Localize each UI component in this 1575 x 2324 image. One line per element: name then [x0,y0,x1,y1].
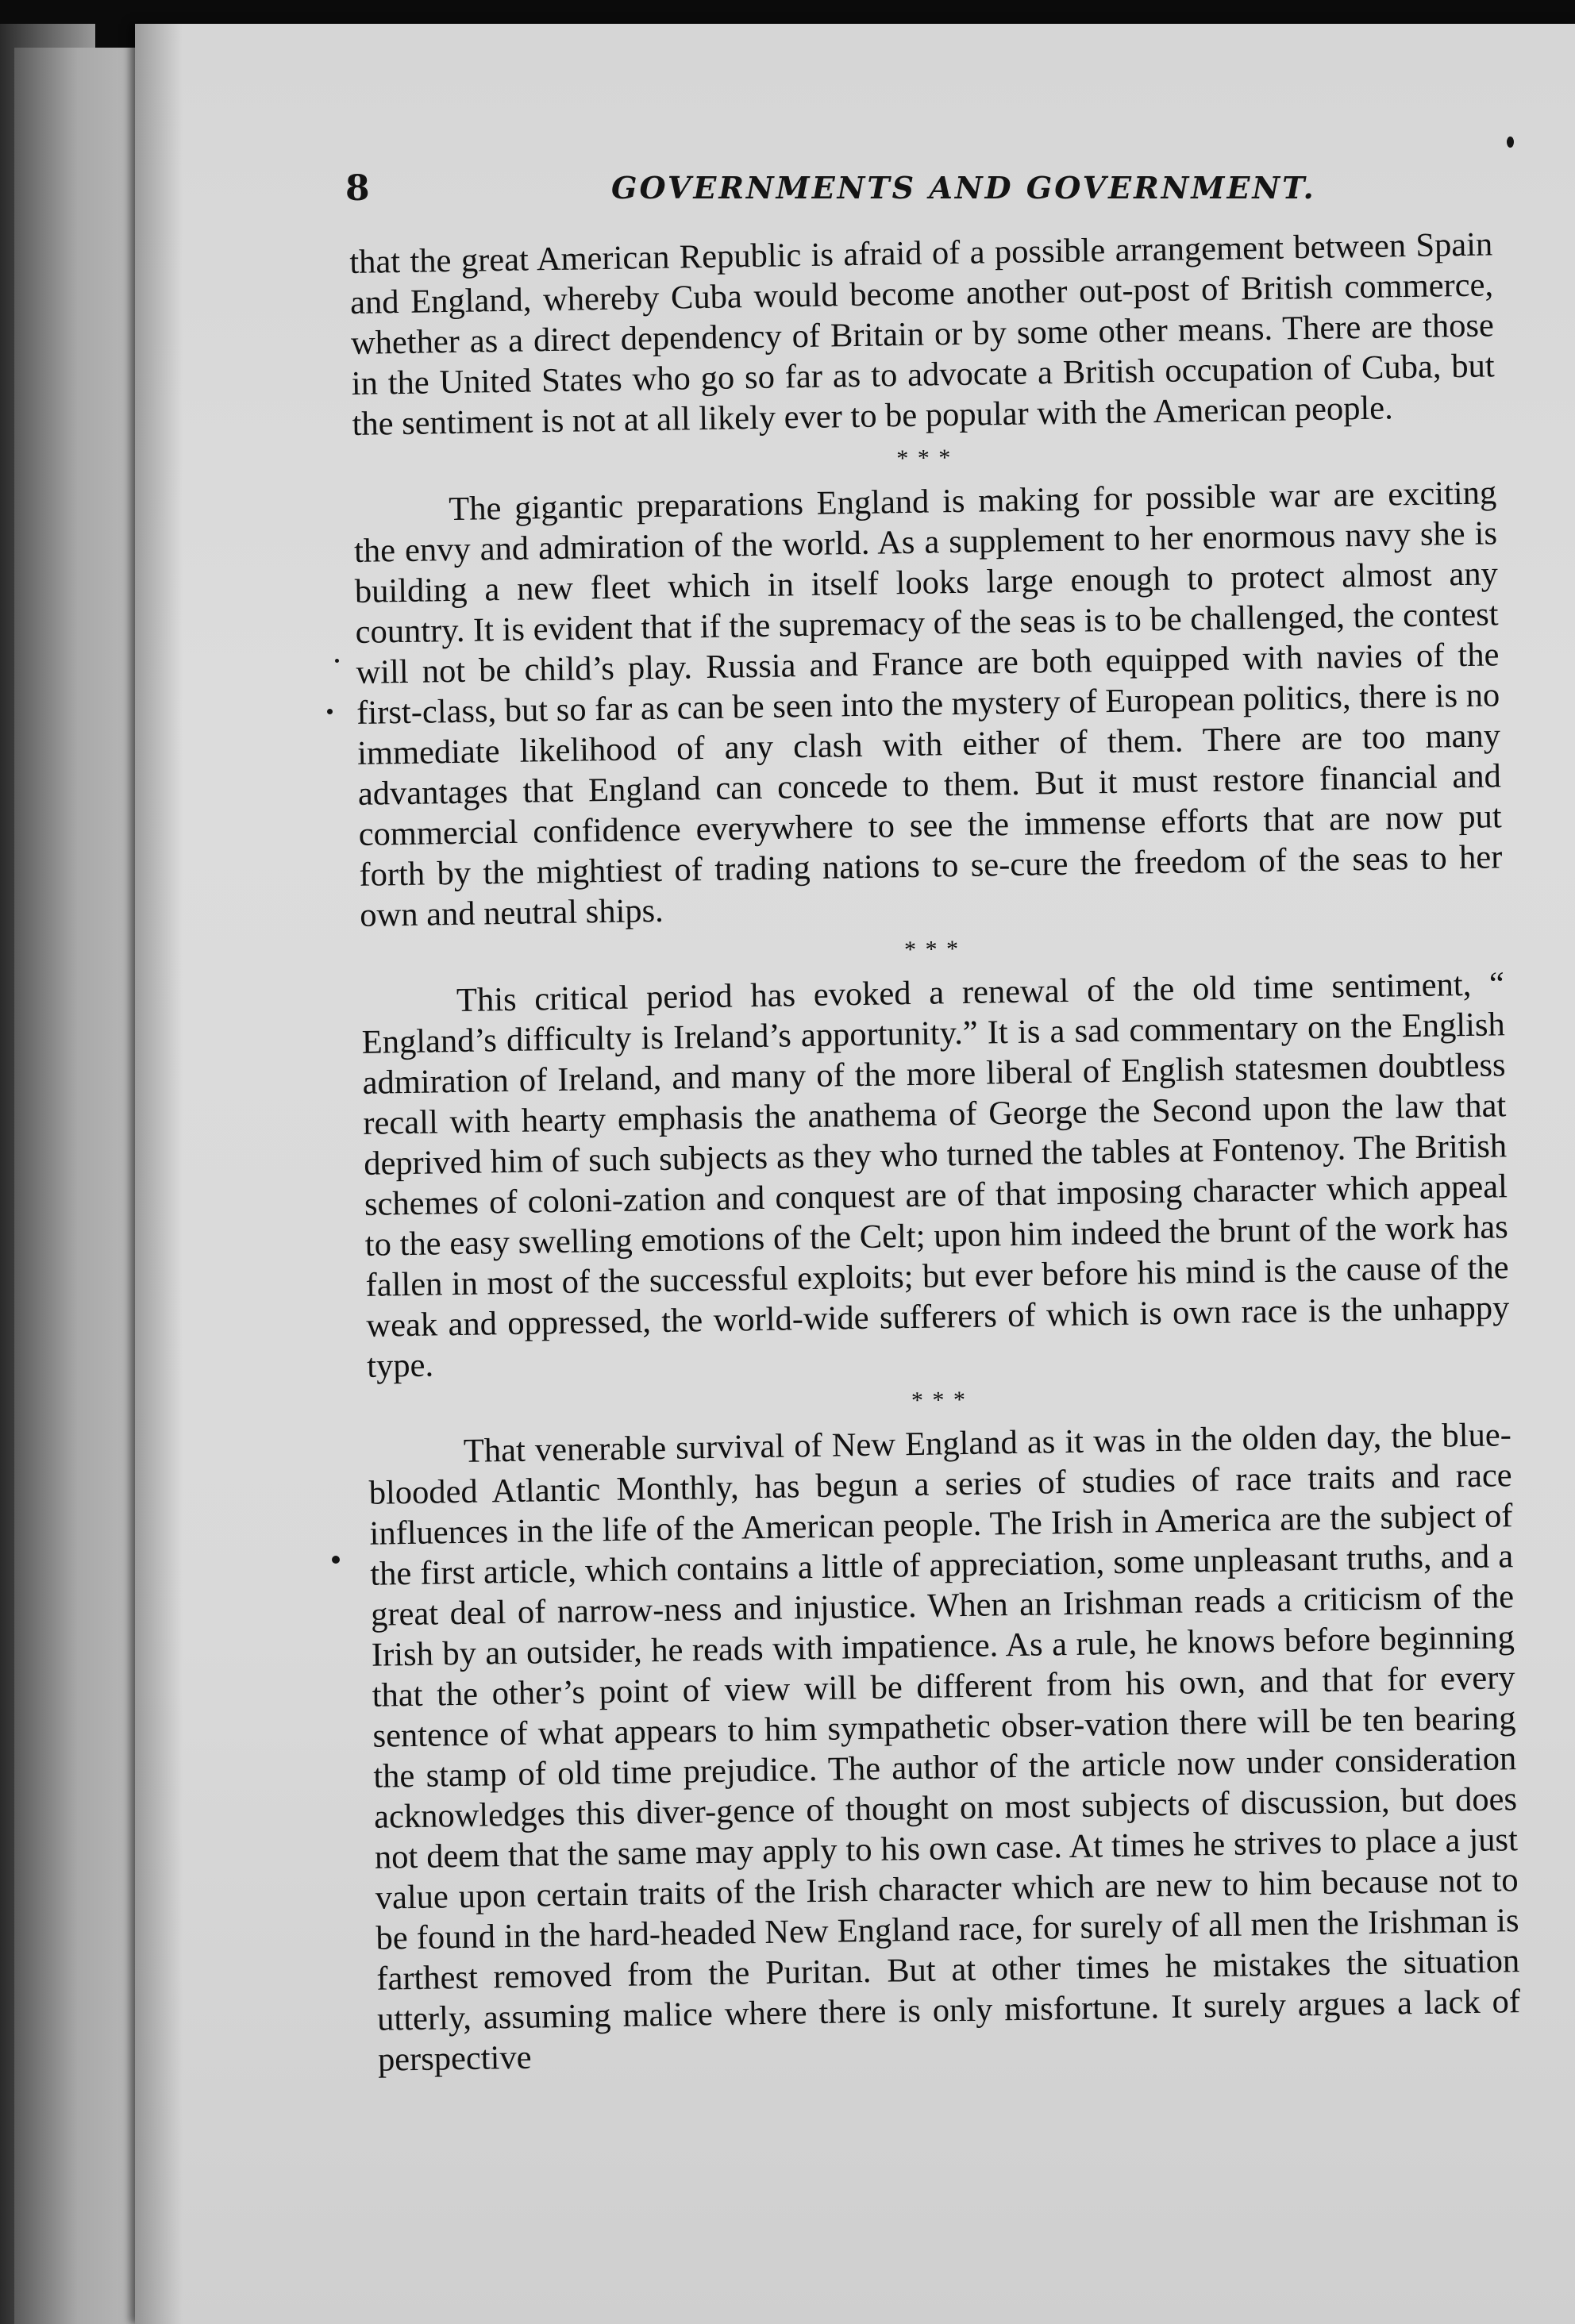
section-separator-3: * * * [911,1386,968,1414]
page-number: 8 [345,168,370,209]
section-separator-2: * * * [903,936,961,964]
ink-speck [327,709,333,714]
body-text [349,224,1521,2080]
ink-speck [332,1556,340,1564]
paragraph-4: That venerable survival of New England as it was in the olden day, the blue-blooded Atlantic Monthly, has begun a series of studies of race traits and race influences in the life of the American people. The Irish in America are the subject of the first article, which contains a little of appreciation, some unpleasant truths, and a great deal of narrow-ness and injustice. When an Irishman reads a criticism of the Irish by an outsider, he reads with impatience. As a rule, he knows before beginning that the other’s point of view will be different from his own, and that for every sentence of what appears to him sympathetic obser-vation there will be ten bearing the stamp of old time prejudice. The author of the article now under consideration acknowledges this diver-gence of thought on most subjects of discussion, but does not deem that the same may apply to his own case. At times he strives to place a just value upon certain traits of the Irish character which are new to him because not to be found in the hard-headed New England race, for surely of all men the Irishman is farthest removed from the Puritan. But at other times he mistakes the situation utterly, assuming malice where there is only misfortune. It surely argues a lack of perspective [368,1416,1521,2079]
paragraph-2: The gigantic preparations England is making for possible war are exciting the envy and admiration of the world. As a supplement to her enormous navy she is building a new fleet which in itself looks large enough to protect almost any country. It is evident that if the supremacy of the seas is to be challenged, the contest will not be child’s play. Russia and France are both equipped with navies of the first-class, but so far as can be seen into the mystery of European politics, there is no immediate likelihood of any clash with either of them. There are too many advantages that England can concede to them. But it must restore financial and commercial confidence everywhere to see the immense efforts that are now put forth by the mightiest of trading nations to se-cure the freedom of the seas to her own and neutral ships. [353,474,1503,934]
paragraph-1: that the great American Republic is afraid of a possible arrangement between Spain and England, whereby Cuba would become another out-post of British commerce, whether as a direct dependency of Britain or by some other means. There are those in the United States who go so far as to advocate a British occupation of Cuba, but the sentiment is not at all likely ever to be popular with the American people. [349,225,1495,443]
page-gutter-shadow [135,24,183,2324]
section-separator-1: * * * [896,444,953,472]
running-head-title: GOVERNMENTS AND GOVERNMENT. [611,170,1316,206]
ink-speck [1507,137,1514,148]
ink-speck [335,659,339,663]
running-head [345,168,1473,216]
paragraph-3: This critical period has evoked a renewal of the old time sentiment, “ England’s difficulty is Ireland’s apportunity.” It is a sad commentary on the English admiration of Ireland, and many of the more liberal of English statesmen doubtless recall with hearty emphasis the anathema of George the Second upon the law that deprived him of such subjects as they who turned the tables at Fontenoy. The British schemes of coloni-zation and conquest are of that imposing character which appeal to the easy swelling emotions of the Celt; upon him indeed the brunt of the work has fallen in most of the successful exploits; but ever before his mind is the cause of the weak and oppressed, the world-wide sufferers of which is own race is the unhappy type. [361,965,1510,1385]
